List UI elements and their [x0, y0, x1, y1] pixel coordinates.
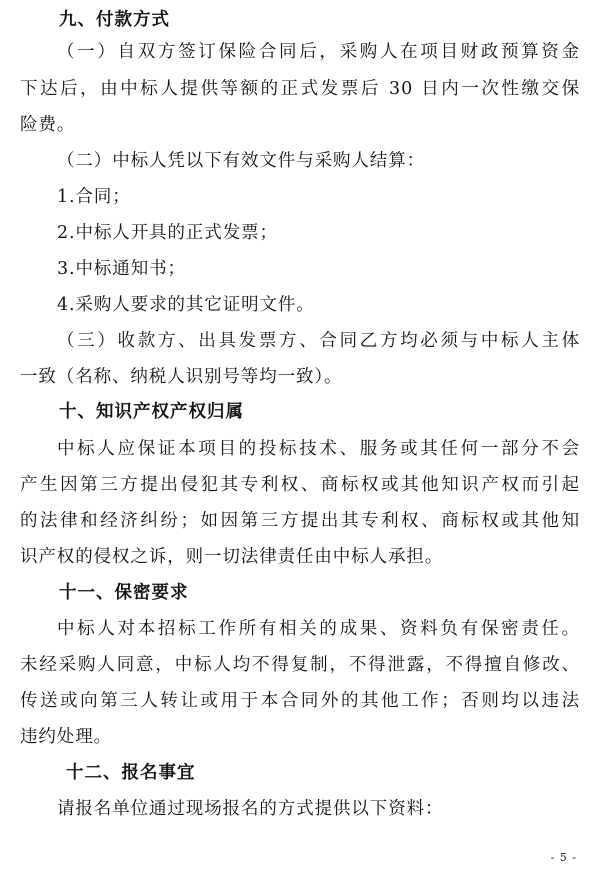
- paragraph-line: 产生因第三方提出侵犯其专利权、商标权或其他知识产权而引起: [20, 475, 580, 495]
- paragraph-line: 请报名单位通过现场报名的方式提供以下资料：: [57, 799, 444, 819]
- paragraph-line: 下达后，由中标人提供等额的正式发票后 30 日内一次性缴交保: [20, 79, 580, 99]
- paragraph-line: 识产权的侵权之诉，则一切法律责任由中标人承担。: [20, 547, 444, 567]
- paragraph-line: 中标人对本招标工作所有相关的成果、资料负有保密责任。: [57, 619, 580, 639]
- paragraph-line: （二）中标人凭以下有效文件与采购人结算：: [57, 151, 425, 171]
- list-item: 4.采购人要求的其它证明文件。: [57, 295, 315, 315]
- section-heading-registration: 十二、报名事宜: [66, 763, 196, 783]
- list-item: 1.合同；: [57, 187, 131, 207]
- paragraph-line: 一致（名称、纳税人识别号等均一致）。: [20, 367, 343, 387]
- paragraph-line: （一）自双方签订保险合同后，采购人在项目财政预算资金: [57, 42, 580, 62]
- list-item: 2.中标人开具的正式发票；: [57, 223, 278, 243]
- paragraph-line: 险费。: [20, 115, 76, 135]
- paragraph-line: 传送或向第三人转让或用于本合同外的其他工作；否则均以违法: [20, 691, 580, 711]
- paragraph-line: 未经采购人同意，中标人均不得复制，不得泄露，不得擅自修改、: [20, 655, 580, 675]
- page-number: - 5 -: [550, 851, 577, 864]
- paragraph-line: 违约处理。: [20, 727, 112, 747]
- list-item: 3.中标通知书；: [57, 259, 186, 279]
- paragraph-line: 中标人应保证本项目的投标技术、服务或其任何一部分不会: [57, 439, 580, 459]
- section-heading-confidentiality: 十一、保密要求: [59, 583, 189, 603]
- paragraph-line: （三）收款方、出具发票方、合同乙方均必须与中标人主体: [57, 331, 580, 351]
- paragraph-line: 的法律和经济纠纷；如因第三方提出其专利权、商标权或其他知: [20, 511, 580, 531]
- section-heading-payment: 九、付款方式: [59, 10, 170, 30]
- section-heading-ip: 十、知识产权产权归属: [59, 402, 244, 422]
